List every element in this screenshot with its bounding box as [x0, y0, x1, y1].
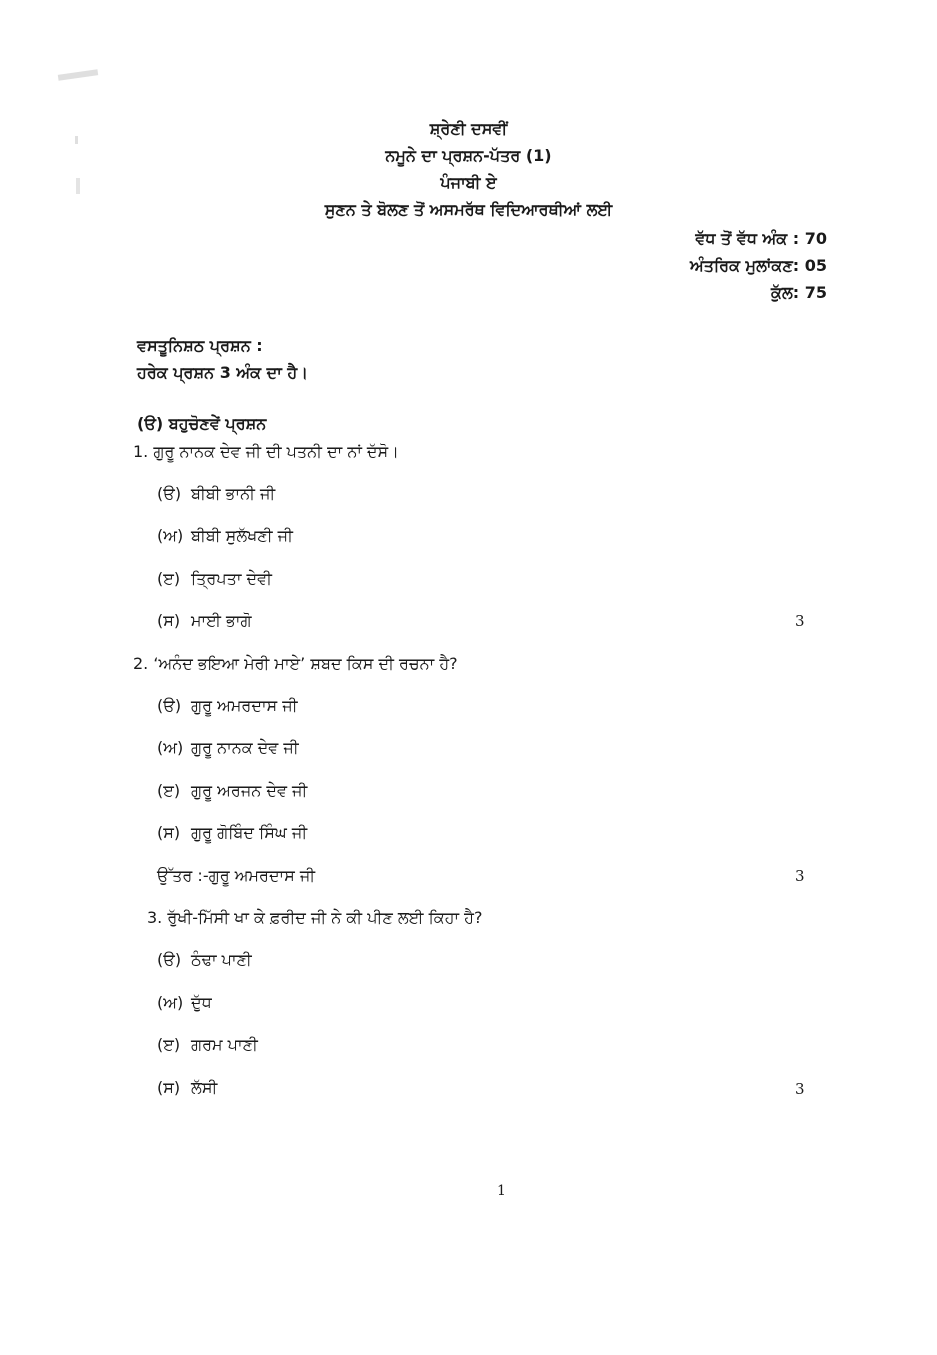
option-label: (ਅ): [157, 993, 184, 1012]
objective-heading: ਵਸਤੂਨਿਸ਼ਠ ਪ੍ਰਸ਼ਨ :: [137, 336, 263, 355]
option-label: (ਸ): [157, 1078, 181, 1097]
option: [157, 569, 272, 589]
class-title: ਸ਼੍ਰੇਣੀ ਦਸਵੀਂ: [429, 119, 508, 138]
option-label: (ਸ): [157, 823, 181, 842]
option-text: ਲੱਸੀ: [191, 1078, 218, 1097]
option: [157, 950, 252, 970]
option-label: (ਅ): [157, 738, 184, 757]
paper-title: ਨਮੂਨੇ ਦਾ ਪ੍ਰਸ਼ਨ-ਪੱਤਰ (1): [385, 146, 552, 165]
option-text: ਦੁੱਧ: [191, 993, 212, 1012]
option-label: (ੳ): [157, 950, 182, 969]
question-1: 1. ਗੁਰੂ ਨਾਨਕ ਦੇਵ ਜੀ ਦੀ ਪਤਨੀ ਦਾ ਨਾਂ ਦੱਸੋ।: [133, 442, 399, 461]
option-label: (ੳ): [157, 484, 182, 503]
option-text: ਗਰਮ ਪਾਣੀ: [191, 1035, 258, 1054]
marks-block: [690, 225, 827, 306]
paper-header: [0, 115, 937, 223]
question-marks: 3: [795, 867, 805, 885]
option-text: ਗੁਰੂ ਗੋਬਿੰਦ ਸਿੰਘ ਜੀ: [191, 823, 308, 842]
internal-marks: ਅੰਤਰਿਕ ਮੁਲਾਂਕਣ: 05: [690, 256, 827, 275]
option: [157, 696, 298, 716]
option-label: (ੲ): [157, 569, 181, 588]
audience-title: ਸੁਣਨ ਤੇ ਬੋਲਣ ਤੋਂ ਅਸਮਰੱਥ ਵਿਦਿਆਰਥੀਆਂ ਲਈ: [324, 200, 613, 219]
subject-title: ਪੰਜਾਬੀ ਏ: [440, 173, 497, 192]
question-3: 3. ਰੁੱਖੀ-ਮਿੱਸੀ ਖਾ ਕੇ ਫ਼ਰੀਦ ਜੀ ਨੇ ਕੀ ਪੀਣ ਲਈ ਕਿਹਾ ਹੈ?: [147, 908, 483, 927]
option: [157, 738, 299, 758]
question-marks: 3: [795, 1080, 805, 1098]
option-text: ਬੀਬੀ ਸੁਲੱਖਣੀ ਜੀ: [191, 526, 293, 545]
option: [157, 1078, 217, 1098]
option-text: ਬੀਬੀ ਭਾਨੀ ਜੀ: [191, 484, 276, 503]
option: [157, 823, 307, 843]
option: [157, 526, 293, 546]
option-label: (ਅ): [157, 526, 184, 545]
scan-smudge: [58, 69, 98, 81]
page-number: 1: [497, 1183, 506, 1199]
option: [157, 781, 307, 801]
option-text: ਠੰਢਾ ਪਾਣੀ: [191, 950, 252, 969]
option-text: ਤ੍ਰਿਪਤਾ ਦੇਵੀ: [191, 569, 272, 588]
question-marks: 3: [795, 612, 805, 630]
section-title: (ੳ) ਬਹੁਚੋਣਵੇਂ ਪ੍ਰਸ਼ਨ: [137, 414, 267, 433]
marks-instruction: ਹਰੇਕ ਪ੍ਰਸ਼ਨ 3 ਅੰਕ ਦਾ ਹੈ।: [137, 363, 308, 382]
option-text: ਗੁਰੂ ਅਮਰਦਾਸ ਜੀ: [191, 696, 298, 715]
option-label: (ਸ): [157, 611, 181, 630]
option: [157, 1035, 258, 1055]
instructions: [137, 332, 308, 386]
option-label: (ੲ): [157, 1035, 181, 1054]
max-marks: ਵੱਧ ਤੋਂ ਵੱਧ ਅੰਕ : 70: [695, 229, 827, 248]
option: [157, 611, 252, 631]
option: [157, 484, 275, 504]
option-label: (ੳ): [157, 696, 182, 715]
answer: ਉੱਤਰ :-ਗੁਰੂ ਅਮਰਦਾਸ ਜੀ: [157, 866, 316, 885]
option-text: ਮਾਈ ਭਾਗੋ: [191, 611, 252, 630]
option: [157, 993, 212, 1013]
total-marks: ਕੁੱਲ: 75: [771, 283, 827, 302]
option-text: ਗੁਰੂ ਨਾਨਕ ਦੇਵ ਜੀ: [191, 738, 299, 757]
option-text: ਗੁਰੂ ਅਰਜਨ ਦੇਵ ਜੀ: [191, 781, 308, 800]
option-label: (ੲ): [157, 781, 181, 800]
question-2: 2. ‘ਅਨੰਦ ਭਇਆ ਮੇਰੀ ਮਾਏ’ ਸ਼ਬਦ ਕਿਸ ਦੀ ਰਚਨਾ ਹੈ?: [133, 654, 458, 673]
